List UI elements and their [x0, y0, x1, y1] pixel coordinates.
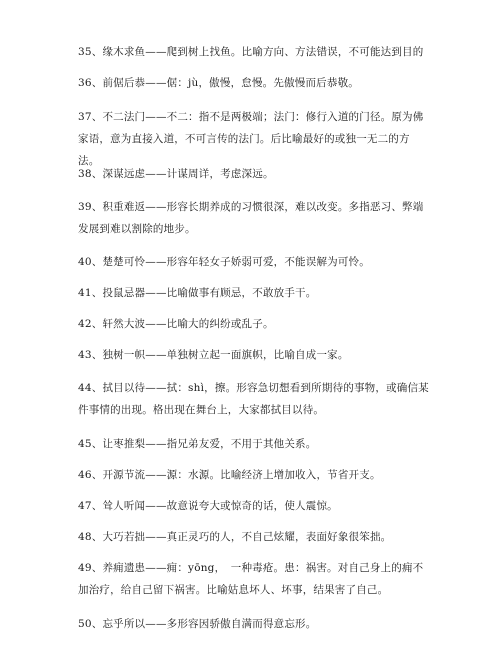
idiom-entry-40: 40、楚楚可怜——形容年轻女子娇弱可爱，不能误解为可怜。	[78, 256, 370, 268]
idiom-entry-36: 36、前倨后恭——倨：jù，傲慢，怠慢。先傲慢而后恭敬。	[78, 77, 359, 89]
idiom-entry-50: 50、忘乎所以——多形容因骄傲自满而得意忘形。	[78, 618, 317, 630]
idiom-entry-39: 39、积重难返——形容长期养成的习惯很深，难以改变。多指恶习、弊端发展到难以割除的地步。	[78, 201, 424, 235]
idiom-entry-42: 42、轩然大波——比喻大的纠纷或乱子。	[78, 318, 274, 330]
idiom-entry-37: 37、不二法门——不二：指不是两极端；法门：修行入道的门径。原为佛家语，意为直接入道，不可言传的法门。后比喻最好的或独一无二的方法。	[78, 111, 424, 167]
idiom-entry-48: 48、大巧若拙——真正灵巧的人，不自己炫耀，表面好象很笨拙。	[78, 531, 392, 543]
idiom-entry-45: 45、让枣推梨——指兄弟友爱，不用于其他关系。	[78, 438, 317, 450]
idiom-entry-35: 35、缘木求鱼——爬到树上找鱼。比喻方向、方法错误，不可能达到目的	[78, 46, 424, 58]
idiom-entry-47: 47、耸人听闻——故意说夸大或惊奇的话，使人震惊。	[78, 500, 338, 512]
idiom-entry-43: 43、独树一帜——单独树立起一面旗帜，比喻自成一家。	[78, 349, 349, 361]
idiom-entry-49: 49、养痈遗患——痈：yōng， 一种毒疮。患：祸害。对自己身上的痈不加治疗，给自己留下祸害。比喻姑息坏人、坏事，结果害了自己。	[78, 562, 424, 596]
idiom-entry-46: 46、开源节流——源：水源。比喻经济上增加收入，节省开支。	[78, 469, 381, 481]
idiom-entry-44: 44、拭目以待——拭：shì，擦。形容急切想看到所期待的事物，或确信某件事情的出现。格出现在舞台上，大家都拭目以待。	[78, 382, 429, 416]
idiom-entry-41: 41、投鼠忌器——比喻做事有顾忌，不敢放手干。	[78, 287, 317, 299]
idiom-entry-38: 38、深谋远虑——计谋周详，考虑深远。	[78, 168, 274, 180]
